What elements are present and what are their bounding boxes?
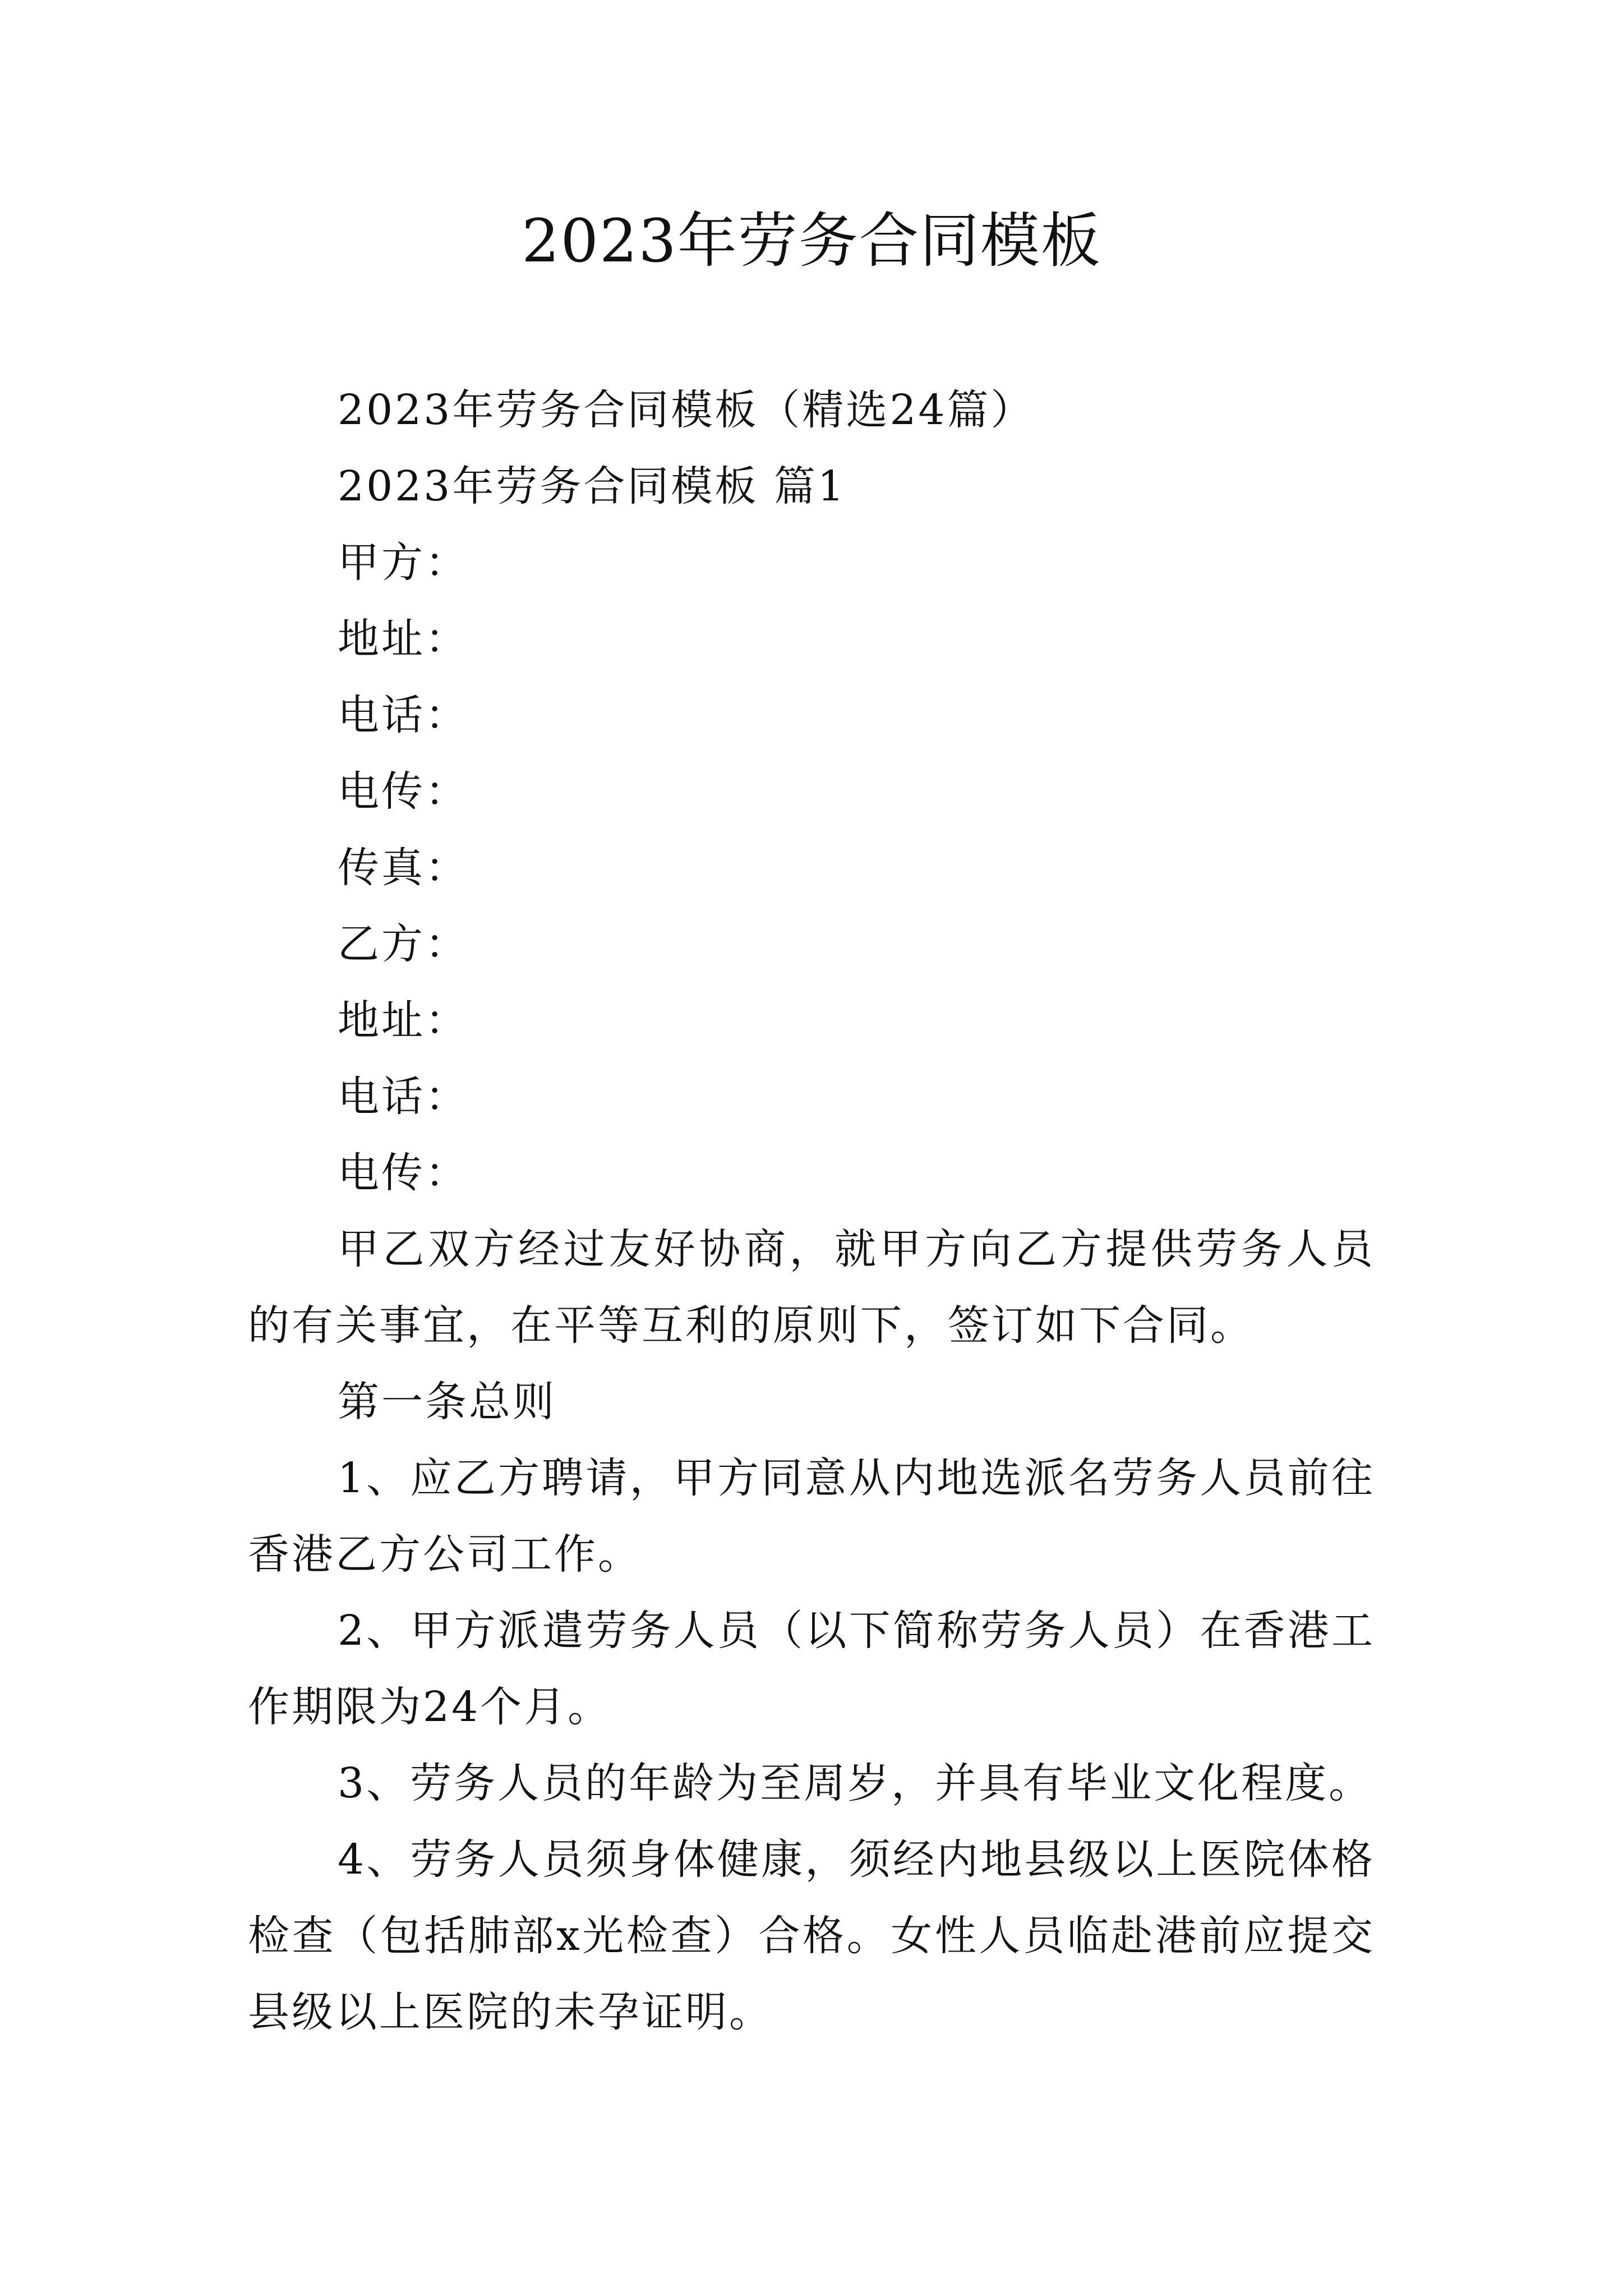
party-a-fax: 传真： <box>338 844 469 892</box>
party-a-telex: 电传： <box>338 767 469 816</box>
party-b-address: 地址： <box>338 996 469 1045</box>
document-title: 2023年劳务合同模板 <box>522 206 1101 275</box>
article-heading: 第一条总则 <box>338 1378 556 1426</box>
clause-2: 2、甲方派遣劳务人员（以下简称劳务人员）在香港工作期限为24个月。 <box>248 1607 1375 1731</box>
party-b-phone: 电话： <box>338 1073 469 1121</box>
subtitle-line: 2023年劳务合同模板（精选24篇） <box>338 386 1035 434</box>
party-b-telex: 电传： <box>338 1149 469 1197</box>
clause-4: 4、劳务人员须身体健康，须经内地县级以上医院体格检查（包括肺部x光检查）合格。女性人员临赴港前应提交县级以上医院的未孕证明。 <box>248 1835 1375 2036</box>
intro-paragraph: 甲乙双方经过友好协商，就甲方向乙方提供劳务人员的有关事宜，在平等互利的原则下，签订如下合同。 <box>248 1225 1375 1350</box>
clause-3: 3、劳务人员的年龄为至周岁，并具有毕业文化程度。 <box>338 1759 1373 1807</box>
clause-1: 1、应乙方聘请，甲方同意从内地选派名劳务人员前往香港乙方公司工作。 <box>248 1454 1375 1579</box>
party-a-address: 地址： <box>338 615 469 663</box>
party-a-phone: 电话： <box>338 691 469 739</box>
party-a-label: 甲方： <box>338 539 469 587</box>
section-heading: 2023年劳务合同模板 篇1 <box>338 462 846 510</box>
document-body <box>248 372 1375 2050</box>
party-b-label: 乙方： <box>338 920 469 968</box>
